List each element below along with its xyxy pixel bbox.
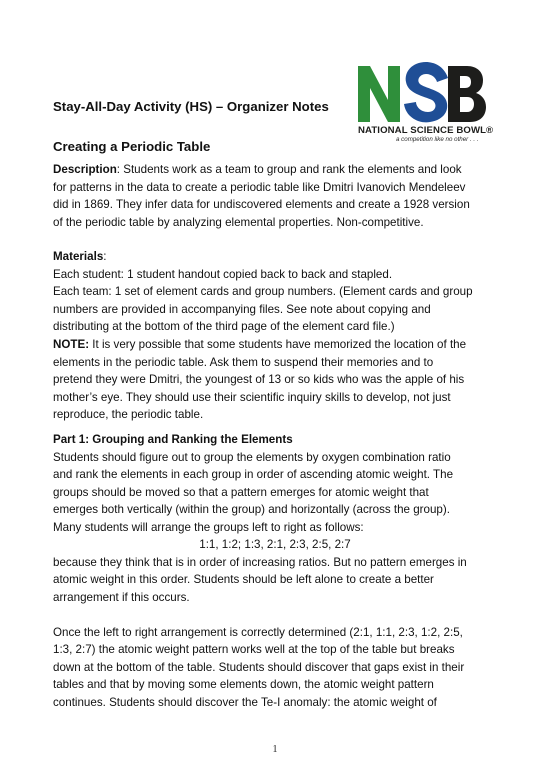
description-line-3: did in 1869. They infer data for undiscovered elements and create a 1928 version — [53, 198, 470, 211]
part1-para2-line-5: continues. Students should discover the Te-I anomaly: the atomic weight of — [53, 695, 437, 709]
note-label: NOTE: — [53, 338, 90, 351]
nsb-logo-icon — [358, 62, 486, 124]
note-line-2: elements in the periodic table. Ask them to suspend their memories and to — [53, 355, 434, 369]
part1-heading: Part 1: Grouping and Ranking the Elements — [53, 433, 293, 446]
part1-ratios: 1:1, 1:2; 1:3, 2:1, 2:3, 2:5, 2:7 — [199, 538, 351, 551]
part1-after-line-2: atomic weight in this order. Students should be left alone to create a better — [53, 573, 434, 586]
part1-para2-line-4: tables and that by moving some elements down, the atomic weight pattern — [53, 678, 434, 691]
materials-line-3: numbers are provided in accompanying files. See note about copying and — [53, 302, 431, 316]
part1-para2-line-3: down at the bottom of the table. Students should discover that gaps exist in their — [53, 660, 465, 674]
materials-line-2: Each team: 1 set of element cards and group numbers. (Element cards and group — [53, 285, 473, 298]
logo-name-text: NATIONAL SCIENCE BOWL® — [358, 125, 494, 136]
materials-line-1: Each student: 1 student handout copied back to back and stapled. — [53, 267, 393, 281]
description-block — [53, 161, 470, 231]
description-line-1: Description: Students work as a team to group and rank the elements and look — [53, 163, 462, 176]
part1-line-5: Many students will arrange the groups left to right as follows: — [53, 520, 364, 534]
description-line-2: for patterns in the data to create a periodic table like Dmitri Ivanovich Mendeleev — [53, 180, 466, 194]
part1-para2-line-1: Once the left to right arrangement is correctly determined (2:1, 1:1, 2:3, 1:2, 2:5, — [53, 625, 463, 639]
page-subtitle: Creating a Periodic Table — [53, 139, 211, 154]
materials-line-4: distributing at the bottom of the third page of the element card file.) — [53, 320, 395, 333]
part1-blank — [53, 606, 497, 624]
part1-line-3: groups should be moved so that a pattern emerges for atomic weight that — [53, 485, 429, 499]
description-line-4: of the periodic table by analyzing elemental properties. Non-competitive. — [53, 215, 424, 229]
part1-line-4: emerges both vertically (within the group) and horizontally (across the group). — [53, 503, 450, 516]
part1-after-line-1: because they think that is in order of increasing ratios. But no pattern emerges in — [53, 555, 467, 569]
part1-after-line-3: arrangement if this occurs. — [53, 590, 190, 604]
page-title: Stay-All-Day Activity (HS) – Organizer Notes — [53, 99, 329, 114]
materials-block — [53, 248, 473, 336]
part1-para2-line-2: 1:3, 2:7) the atomic weight pattern works well at the top of the table but breaks — [53, 643, 455, 656]
nsb-logo — [356, 62, 494, 146]
note-line-3: pretend they were Dmitri, the youngest of 13 or so kids who was the apple of his — [53, 373, 465, 386]
part1-block — [53, 431, 497, 711]
note-line-5: reproduce, the periodic table. — [53, 408, 204, 421]
part1-line-2: and rank the elements in each group in order of ascending atomic weight. The — [53, 468, 454, 481]
page-number: 1 — [272, 744, 278, 755]
part1-line-1: Students should figure out to group the elements by oxygen combination ratio — [53, 450, 451, 464]
logo-tagline-text: a competition like no other . . . — [396, 136, 479, 143]
materials-heading: Materials: — [53, 250, 107, 263]
note-block — [53, 336, 466, 424]
description-label: Description — [53, 163, 117, 176]
note-line-1: NOTE: It is very possible that some students have memorized the location of the — [53, 338, 467, 351]
note-line-4: mother’s eye. They should use their scientific inquiry skills to develop, not just — [53, 390, 451, 404]
